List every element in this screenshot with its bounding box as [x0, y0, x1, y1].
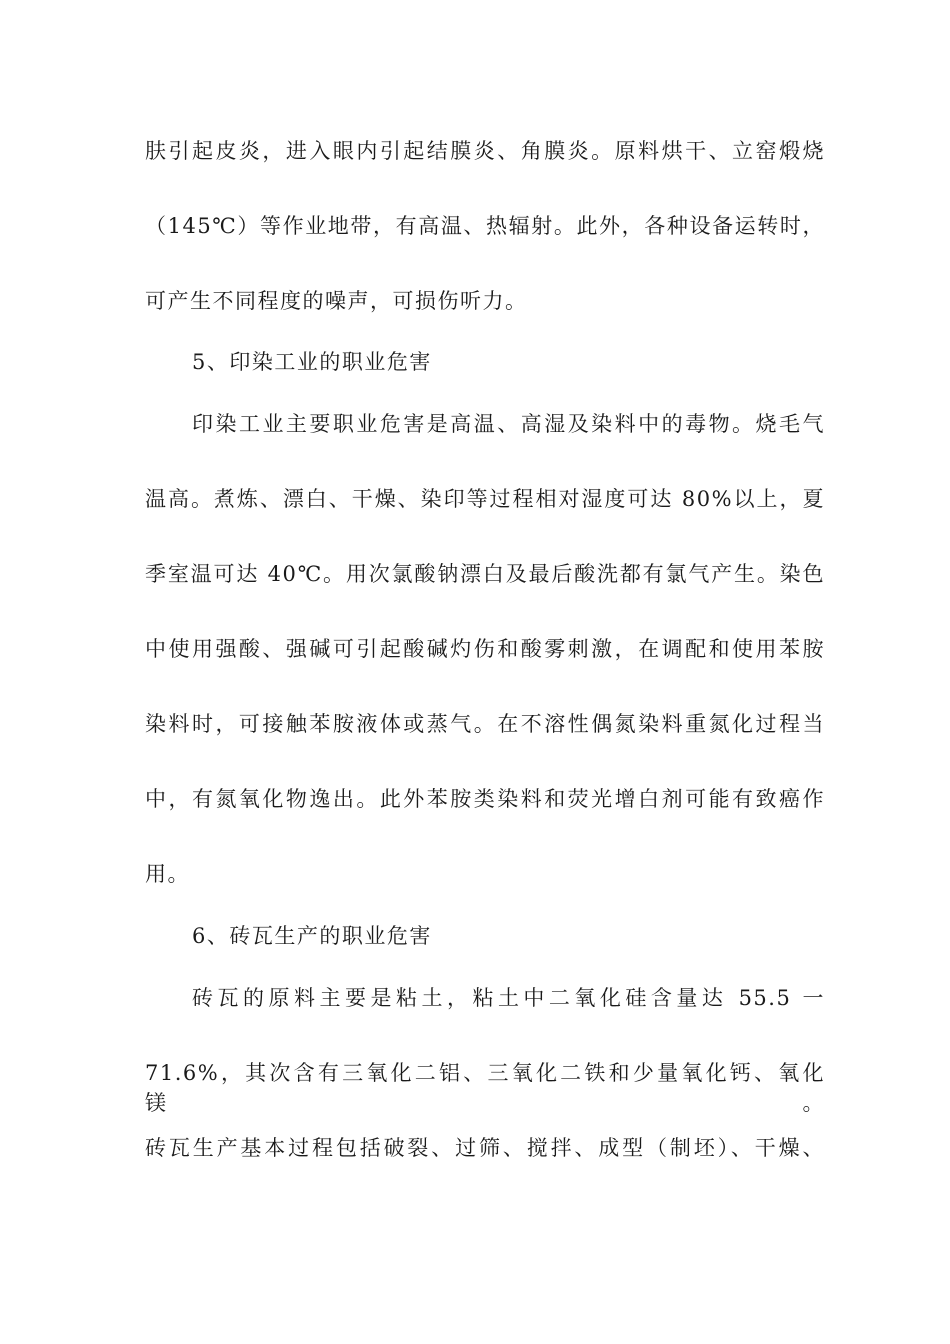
- section-heading: 5、印染工业的职业危害: [192, 350, 432, 374]
- text-line: 中使用强酸、强碱可引起酸碱灼伤和酸雾刺激，在调配和使用苯胺: [145, 637, 825, 661]
- text-line: 砖瓦的原料主要是粘土，粘土中二氧化硅含量达 55.5 一: [192, 986, 825, 1010]
- text-line: 染料时，可接触苯胺液体或蒸气。在不溶性偶氮染料重氮化过程当: [145, 712, 825, 736]
- text-line: 可产生不同程度的噪声，可损伤听力。: [145, 289, 528, 313]
- text-line: 温高。煮炼、漂白、干燥、染印等过程相对湿度可达 80%以上，夏: [145, 487, 825, 511]
- text-line: 中，有氮氧化物逸出。此外苯胺类染料和荧光增白剂可能有致癌作: [145, 787, 825, 811]
- section-heading: 6、砖瓦生产的职业危害: [192, 924, 432, 948]
- text-line: （145℃）等作业地带，有高温、热辐射。此外，各种设备运转时，: [145, 214, 825, 238]
- text-line: 季室温可达 40℃。用次氯酸钠漂白及最后酸洗都有氯气产生。染色: [145, 562, 825, 586]
- text-line: 71.6%，其次含有三氧化二铝、三氧化二铁和少量氧化钙、氧化镁。: [145, 1061, 825, 1115]
- text-line: 肤引起皮炎，进入眼内引起结膜炎、角膜炎。原料烘干、立窑煅烧: [145, 139, 825, 163]
- text-line: 用。: [145, 862, 190, 886]
- text-line: 印染工业主要职业危害是高温、高湿及染料中的毒物。烧毛气: [192, 412, 825, 436]
- text-line: 砖瓦生产基本过程包括破裂、过筛、搅拌、成型（制坯）、干燥、: [145, 1136, 825, 1160]
